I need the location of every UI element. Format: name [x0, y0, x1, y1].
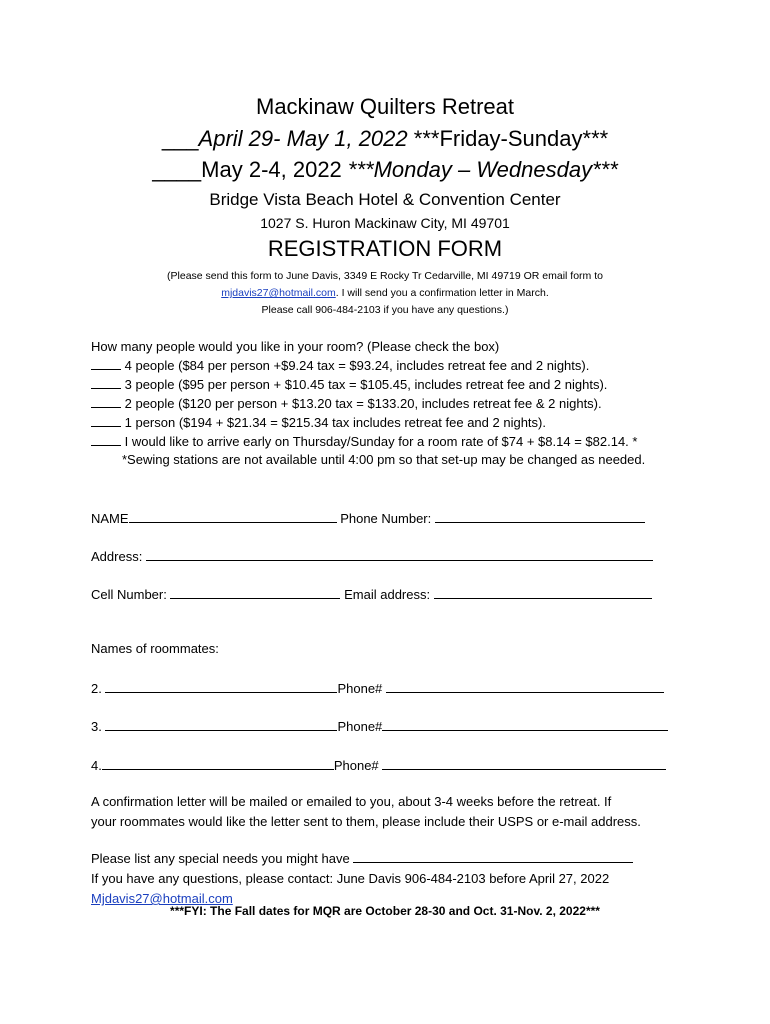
- email-input[interactable]: [434, 585, 652, 599]
- roommate-phone-input[interactable]: [382, 756, 666, 770]
- option-checkbox[interactable]: [91, 413, 121, 427]
- session-two-dates: May 2-4, 2022: [201, 157, 348, 182]
- roommate-phone-input[interactable]: [382, 717, 668, 731]
- early-arrival-label: I would like to arrive early on Thursday/Sunday for a room rate of $74 + $8.14 = $82.14. *: [121, 434, 638, 449]
- contact-paragraph: [91, 849, 711, 909]
- room-option-4[interactable]: [91, 356, 589, 373]
- session-two-days: ***Monday – Wednesday***: [347, 157, 618, 182]
- roommate-number: 3.: [91, 719, 102, 734]
- cell-label: Cell Number:: [91, 587, 167, 602]
- room-question: How many people would you like in your room? (Please check the box): [91, 339, 500, 354]
- phone-label: Phone Number:: [340, 511, 432, 526]
- roommate-phone-label: Phone#: [337, 681, 383, 696]
- early-arrival-option[interactable]: [91, 432, 637, 449]
- page-title: Mackinaw Quilters Retreat: [256, 94, 514, 119]
- address-label: Address:: [91, 549, 143, 564]
- room-option-3[interactable]: [91, 375, 607, 392]
- session-two-blank: ____: [152, 157, 202, 182]
- special-needs-input[interactable]: [353, 849, 633, 863]
- address-input[interactable]: [146, 547, 653, 561]
- option-checkbox[interactable]: [91, 356, 121, 370]
- venue-name: Bridge Vista Beach Hotel & Convention Center: [209, 190, 561, 209]
- room-option-2[interactable]: [91, 394, 602, 411]
- session-one-dates: April 29- May 1, 2022: [198, 126, 408, 151]
- session-one-days: ***Friday-Sunday***: [407, 126, 609, 151]
- roommate-phone-label: Phone#: [333, 758, 379, 773]
- option-checkbox[interactable]: [91, 375, 121, 389]
- roommate-number: 2.: [91, 681, 102, 696]
- roommate-number: 4.: [91, 758, 102, 773]
- roommate-phone-input[interactable]: [386, 679, 664, 693]
- roommate-phone-label: Phone#: [337, 719, 383, 734]
- room-option-label: 2 people ($120 per person + $13.20 tax = $133.20, includes retreat fee & 2 nights).: [124, 396, 602, 411]
- session-one-blank: ___: [161, 126, 199, 151]
- roommate-name-input[interactable]: [105, 717, 337, 731]
- venue-address: 1027 S. Huron Mackinaw City, MI 49701: [260, 215, 510, 231]
- fall-dates-notice: ***FYI: The Fall dates for MQR are October 28-30 and Oct. 31-Nov. 2, 2022***: [170, 904, 600, 918]
- session-two-line: [0, 157, 770, 183]
- form-title: REGISTRATION FORM: [267, 236, 503, 261]
- email-label: Email address:: [344, 587, 431, 602]
- note-line-3: Please call 906-484-2103 if you have any questions.): [261, 304, 509, 316]
- questions-line: If you have any questions, please contact: June Davis 906-484-2103 before April 27, 2022: [91, 871, 610, 886]
- room-option-label: 3 people ($95 per person + $10.45 tax = $105.45, includes retreat fee and 2 nights).: [124, 377, 608, 392]
- room-option-1[interactable]: [91, 413, 546, 430]
- roommate-row-4: [91, 756, 666, 773]
- special-needs-row: [91, 849, 711, 869]
- email-link[interactable]: mjdavis27@hotmail.com: [221, 287, 336, 299]
- address-row: [91, 547, 653, 564]
- confirmation-paragraph: [91, 792, 711, 832]
- sewing-note: *Sewing stations are not available until 4:00 pm so that set-up may be changed as needed.: [122, 452, 646, 467]
- confirmation-line-2: your roommates would like the letter sent to them, please include their USPS or e-mail address.: [91, 814, 641, 829]
- option-checkbox[interactable]: [91, 394, 121, 408]
- contact-email-link[interactable]: Mjdavis27@hotmail.com: [91, 891, 233, 906]
- name-label: NAME: [91, 511, 129, 526]
- name-row: [91, 509, 645, 526]
- roommate-row-3: [91, 717, 668, 734]
- note-line-2: [0, 285, 770, 302]
- cell-email-row: [91, 585, 652, 602]
- cell-input[interactable]: [170, 585, 340, 599]
- room-option-label: 1 person ($194 + $21.34 = $215.34 tax includes retreat fee and 2 nights).: [124, 415, 546, 430]
- session-one-line: [0, 126, 770, 152]
- instructions-note: [0, 268, 770, 319]
- name-input[interactable]: [129, 509, 337, 523]
- roommate-name-input[interactable]: [102, 756, 334, 770]
- phone-input[interactable]: [435, 509, 645, 523]
- roommate-row-2: [91, 679, 664, 696]
- note-line-1: (Please send this form to June Davis, 3349 E Rocky Tr Cedarville, MI 49719 OR email form to: [167, 270, 603, 282]
- special-needs-label: Please list any special needs you might have: [91, 851, 350, 866]
- roommates-label: Names of roommates:: [91, 641, 219, 656]
- option-checkbox[interactable]: [91, 432, 121, 446]
- note-line-2-rest: . I will send you a confirmation letter in March.: [335, 287, 549, 299]
- confirmation-line-1: A confirmation letter will be mailed or emailed to you, about 3-4 weeks before the retreat. If: [91, 794, 612, 809]
- room-option-label: 4 people ($84 per person +$9.24 tax = $93.24, includes retreat fee and 2 nights).: [124, 358, 590, 373]
- roommate-name-input[interactable]: [105, 679, 337, 693]
